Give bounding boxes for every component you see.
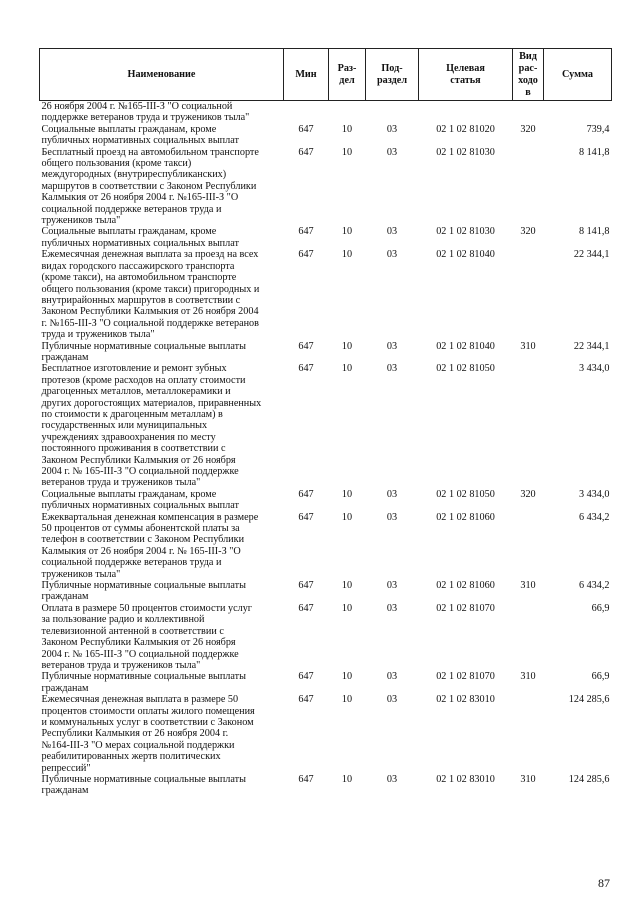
cell-name: Социальные выплаты гражданам, кроме публичных нормативных социальных выплат: [41, 123, 239, 147]
cell-vid: 310: [520, 773, 536, 785]
cell-name: Оплата в размере 50 процентов стоимости услуг за пользование радио и коллективной телевизионной антенной в соответствии с Законом Республики Калмыкия от 26 ноября 2004 г. № 165-III-З "О социальной поддержке ветеранов труда и тружеников тыла": [41, 602, 252, 671]
table-row: [40, 226, 612, 249]
cell-vid: [513, 512, 544, 580]
header-min: Мин: [284, 49, 329, 101]
cell-podrazdel: 03: [386, 602, 398, 614]
header-statya: Целевая статья: [419, 49, 513, 101]
cell-summa: 66,9: [591, 602, 610, 614]
cell-statya: 02 1 02 81040: [436, 340, 495, 352]
table-row: [40, 363, 612, 488]
cell-podrazdel: 03: [386, 671, 398, 683]
cell-razdel: 10: [341, 488, 353, 500]
cell-min: 647: [298, 249, 314, 261]
cell-summa: 124 285,6: [568, 694, 610, 706]
cell-razdel: 10: [341, 580, 353, 592]
cell-summa: 124 285,6: [568, 773, 610, 785]
cell-summa: 22 344,1: [573, 249, 610, 261]
cell-statya: 02 1 02 81070: [436, 671, 495, 683]
cell-podrazdel: 03: [386, 249, 398, 261]
cell-min: 647: [298, 123, 314, 135]
table-row: [40, 489, 612, 512]
cell-name: Ежеквартальная денежная компенсация в размере 50 процентов от суммы абонентской платы за телефон в соответствии с Законом Республики Калмыкия от 26 ноября 2004 г. № 165-III-З "О социальной поддержке ветеранов труда и тружеников тыла": [41, 511, 259, 580]
cell-min: 647: [298, 580, 314, 592]
cell-podrazdel: 03: [386, 511, 398, 523]
cell-vid: [513, 147, 544, 227]
cell-statya: 02 1 02 81060: [436, 580, 495, 592]
cell-summa: 8 141,8: [578, 226, 610, 238]
cell-razdel: 10: [341, 123, 353, 135]
cell-vid: 310: [520, 340, 536, 352]
cell-razdel: 10: [341, 146, 353, 158]
cell-statya: 02 1 02 81050: [436, 363, 495, 375]
table-row: [40, 603, 612, 671]
cell-min: 647: [298, 340, 314, 352]
cell-vid: 310: [520, 580, 536, 592]
cell-vid: [513, 694, 544, 774]
cell-name: Бесплатное изготовление и ремонт зубных протезов (кроме расходов на оплату стоимости драгоценных металлов, металлокерамики и других дорогостоящих материалов, приравненных по стоимости к драгоценным металлам) в государственных или муниципальных учреждениях здравоохранения по месту постоянного проживания в соответствии с Законом Республики Калмыкия от 26 ноября 2004 г. № 165-III-З "О социальной поддержке ветеранов труда и тружеников тыла": [41, 363, 262, 489]
cell-razdel: 10: [341, 340, 353, 352]
cell-statya: 02 1 02 81070: [436, 602, 495, 614]
cell-razdel: 10: [341, 363, 353, 375]
cell-podrazdel: 03: [386, 363, 398, 375]
cell-razdel: 10: [341, 602, 353, 614]
cell-podrazdel: 03: [386, 694, 398, 706]
table-row: [40, 580, 612, 603]
cell-name: Публичные нормативные социальные выплаты гражданам: [41, 671, 246, 694]
header-vid: Вид рас- ходо в: [513, 49, 544, 101]
cell-name: Ежемесячная денежная выплата за проезд на всех видах городского пассажирского транспорта (кроме такси), на автомобильном транспорте общего пользования (кроме такси) пригородных и внутрирайонных маршрутов в соответствии с Законом Республики Калмыкия от 26 ноября 2004 г. №165-III-З "О социальной поддержке ветеранов труда и тружеников тыла": [41, 249, 260, 341]
cell-podrazdel: 03: [386, 340, 398, 352]
cell-podrazdel: [366, 101, 419, 124]
cell-min: 647: [298, 226, 314, 238]
cell-podrazdel: 03: [386, 488, 398, 500]
cell-razdel: 10: [341, 226, 353, 238]
cell-name: Социальные выплаты гражданам, кроме публичных нормативных социальных выплат: [41, 488, 239, 512]
cell-summa: [544, 101, 612, 124]
cell-summa: 22 344,1: [573, 340, 610, 352]
cell-razdel: [329, 101, 366, 124]
cell-statya: 02 1 02 83010: [436, 773, 495, 785]
table-row: [40, 249, 612, 340]
cell-vid: [513, 249, 544, 340]
cell-vid: 310: [520, 671, 536, 683]
header-podrazdel: Под- раздел: [366, 49, 419, 101]
cell-summa: 8 141,8: [578, 146, 610, 158]
cell-summa: 6 434,2: [578, 511, 610, 523]
budget-table: [39, 48, 612, 797]
table-row: [40, 671, 612, 694]
table-header-row: [40, 49, 612, 101]
cell-name: Публичные нормативные социальные выплаты гражданам: [41, 580, 246, 603]
cell-vid: 320: [520, 226, 536, 238]
cell-razdel: 10: [341, 511, 353, 523]
header-summa: Сумма: [544, 49, 612, 101]
cell-name: Публичные нормативные социальные выплаты гражданам: [41, 773, 246, 797]
cell-name: Социальные выплаты гражданам, кроме публичных нормативных социальных выплат: [41, 226, 239, 249]
cell-vid: [513, 363, 544, 488]
cell-vid: [513, 603, 544, 671]
cell-razdel: 10: [341, 694, 353, 706]
cell-name: Публичные нормативные социальные выплаты гражданам: [41, 340, 246, 363]
cell-min: 647: [298, 511, 314, 523]
cell-razdel: 10: [341, 773, 353, 785]
table-row: [40, 694, 612, 774]
cell-min: 647: [298, 694, 314, 706]
cell-name: 26 ноября 2004 г. №165-III-З "О социальной поддержке ветеранов труда и тружеников тыла": [41, 101, 250, 124]
cell-statya: 02 1 02 81030: [436, 146, 495, 158]
page-number: 87: [598, 876, 610, 890]
cell-razdel: 10: [341, 249, 353, 261]
table-row: [40, 512, 612, 580]
cell-statya: 02 1 02 83010: [436, 694, 495, 706]
cell-vid: [513, 101, 544, 124]
cell-statya: 02 1 02 81030: [436, 226, 495, 238]
cell-summa: 3 434,0: [578, 363, 610, 375]
cell-podrazdel: 03: [386, 123, 398, 135]
cell-name: Ежемесячная денежная выплата в размере 50 процентов стоимости оплаты жилого помещения и коммунальных услуг в соответствии с Законом Республики Калмыкия от 26 ноября 2004 г. №164-III-З "О мерах социальной поддержки реабилитированных жертв политических репрессий": [41, 694, 255, 774]
cell-summa: 3 434,0: [578, 488, 610, 500]
cell-min: 647: [298, 488, 314, 500]
header-razdel: Раз- дел: [329, 49, 366, 101]
cell-min: [284, 101, 329, 124]
table-row: [40, 774, 612, 797]
cell-summa: 739,4: [586, 123, 610, 135]
cell-razdel: 10: [341, 671, 353, 683]
cell-min: 647: [298, 671, 314, 683]
cell-min: 647: [298, 363, 314, 375]
cell-statya: [419, 101, 513, 124]
cell-name: Бесплатный проезд на автомобильном транспорте общего пользования (кроме такси) междугородных (внутриреспубликанских) маршрутов в соответствии с Законом Республики Калмыкия от 26 ноября 2004 г. №165-III-З "О социальной поддержке ветеранов труда и тружеников тыла": [41, 146, 259, 227]
cell-podrazdel: 03: [386, 226, 398, 238]
cell-min: 647: [298, 602, 314, 614]
cell-statya: 02 1 02 81060: [436, 511, 495, 523]
table-row: [40, 341, 612, 364]
cell-statya: 02 1 02 81050: [436, 488, 495, 500]
table-row: [40, 124, 612, 147]
cell-min: 647: [298, 146, 314, 158]
cell-vid: 320: [520, 123, 536, 135]
cell-statya: 02 1 02 81040: [436, 249, 495, 261]
cell-podrazdel: 03: [386, 146, 398, 158]
table-row: [40, 101, 612, 124]
cell-podrazdel: 03: [386, 773, 398, 785]
cell-podrazdel: 03: [386, 580, 398, 592]
cell-vid: 320: [520, 488, 536, 500]
header-name: Наименование: [40, 49, 284, 101]
cell-statya: 02 1 02 81020: [436, 123, 495, 135]
table-row: [40, 147, 612, 227]
cell-summa: 66,9: [591, 671, 610, 683]
cell-min: 647: [298, 773, 314, 785]
cell-summa: 6 434,2: [578, 580, 610, 592]
